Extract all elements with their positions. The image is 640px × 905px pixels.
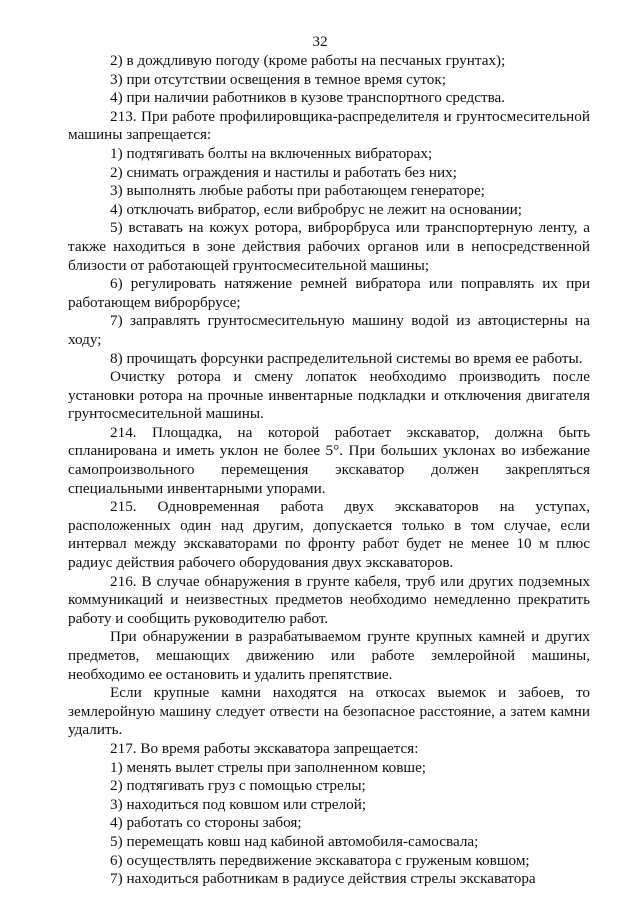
body-paragraph: Если крупные камни находятся на откосах выемок и забоев, то землеройную машину следует отвести на безопасное расстояние, а затем камни удалить. <box>68 684 590 739</box>
list-item: 5) перемещать ковш над кабиной автомобиля-самосвала; <box>110 832 479 850</box>
list-item: 7) заправлять грунтосмесительную машину водой из автоцистерны на ходу; <box>68 312 590 348</box>
section-paragraph: 213. При работе профилировщика-распределителя и грунтосмесительной машины запрещается: <box>68 107 590 144</box>
list-item: 8) прочищать форсунки распределительной системы во время ее работы. <box>110 349 583 367</box>
list-item: 6) осуществлять передвижение экскаватора с груженым ковшом; <box>110 851 530 869</box>
list-item: 4) отключать вибратор, если вибробрус не лежит на основании; <box>110 200 523 218</box>
list-item: 2) подтягивать груз с помощью стрелы; <box>110 777 366 795</box>
list-item: 4) при наличии работников в кузове транспортного средства. <box>110 89 506 107</box>
list-item: 2) в дождливую погоду (кроме работы на песчаных грунтах); <box>110 52 506 69</box>
list-item: 1) менять вылет стрелы при заполненном ковше; <box>110 758 427 776</box>
list-item: 2) снимать ограждения и настилы и работать без них; <box>110 163 457 181</box>
list-item: 5) вставать на кожух ротора, виброрбруса или транспортерную ленту, а также находиться в зоне действия рабочих органов или в непосредственной близости от работающей грунтосмесительной машины; <box>68 219 590 274</box>
section-paragraph: 214. Площадка, на которой работает экскаватор, должна быть спланирована и иметь уклон не более 5°. При больших уклонах во избежание самопроизвольного перемещения экскаватор должен закрепляться специальными инвентарными упорами. <box>68 423 590 497</box>
list-item: 1) подтягивать болты на включенных вибраторах; <box>110 144 433 162</box>
list-item: 6) регулировать натяжение ремней вибратора или поправлять их при работающем виброрбрусе; <box>68 275 590 311</box>
list-item: 3) находиться под ковшом или стрелой; <box>110 795 367 813</box>
list-item: 7) находиться работникам в радиусе действия стрелы экскаватора <box>110 870 536 888</box>
list-item: 3) при отсутствии освещения в темное время суток; <box>110 70 446 88</box>
body-paragraph: Очистку ротора и смену лопаток необходимо производить после установки ротора на прочные инвентарные подкладки и отключения двигателя грунтосмесительной машины. <box>68 368 590 423</box>
document-body <box>68 52 590 889</box>
list-item: 3) выполнять любые работы при работающем генераторе; <box>110 182 485 200</box>
section-paragraph: 217. Во время работы экскаватора запрещается: <box>110 739 419 757</box>
body-paragraph: При обнаружении в разрабатываемом грунте крупных камней и других предметов, мешающих движению или работе землеройной машины, необходимо ее остановить и удалить препятствие. <box>68 628 590 683</box>
section-paragraph: 216. В случае обнаружения в грунте кабеля, труб или других подземных коммуникаций и неизвестных предметов необходимо немедленно прекратить работу и сообщить руководителю работ. <box>68 572 590 627</box>
section-paragraph: 215. Одновременная работа двух экскаваторов на уступах, расположенных один над другим, допускается только в том случае, если интервал между экскаваторами по фронту работ будет не менее 10 м плюс радиус действия рабочего оборудования двух экскаваторов. <box>68 498 590 572</box>
list-item: 4) работать со стороны забоя; <box>110 814 302 832</box>
page-number: 32 <box>312 33 328 50</box>
